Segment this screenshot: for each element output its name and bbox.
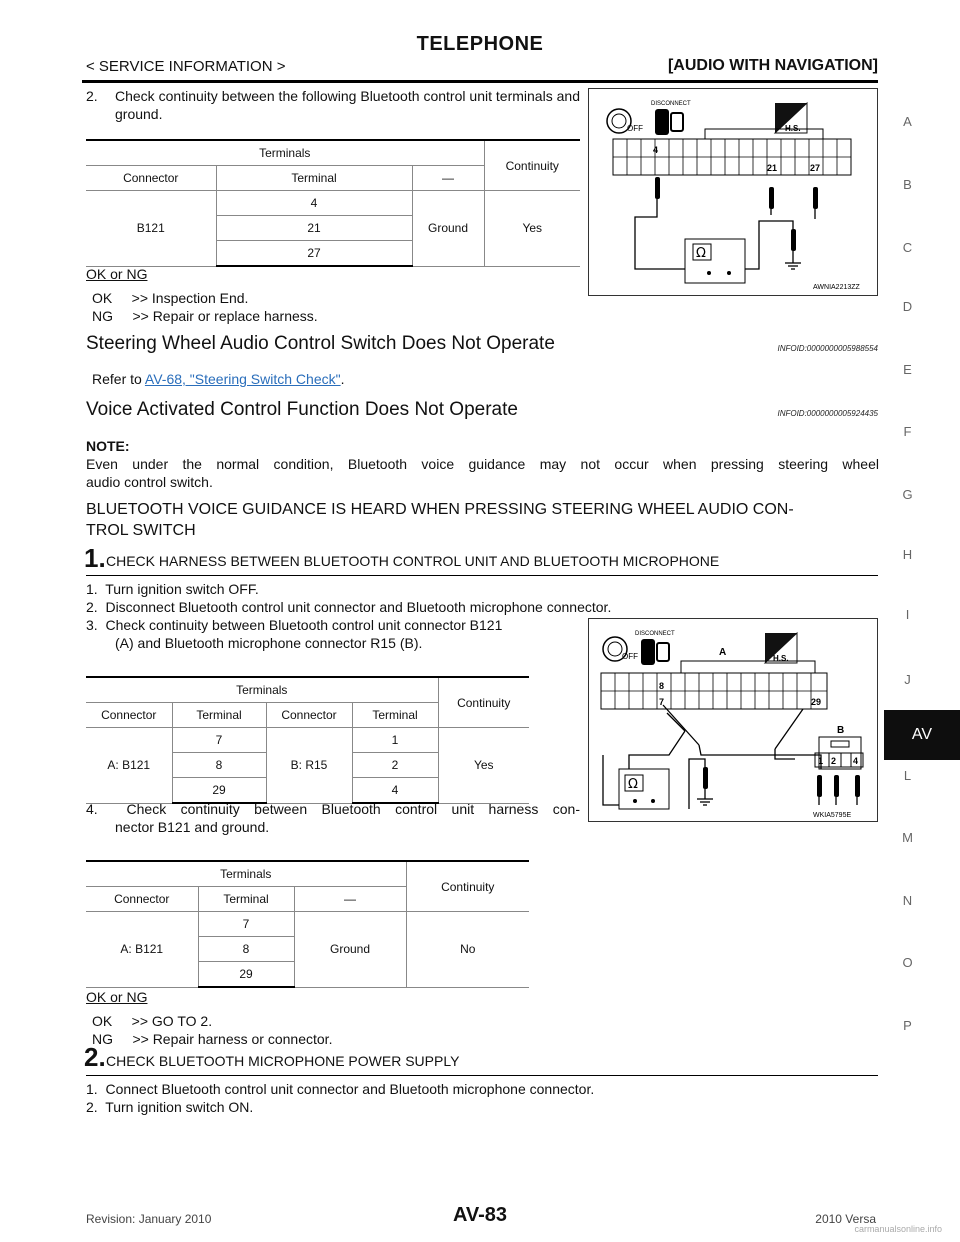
hs-label: H.S. — [785, 124, 801, 133]
step-item: nector B121 and ground. — [115, 819, 270, 835]
step-item: 3. Check continuity between Bluetooth control unit connector B121 — [86, 617, 503, 633]
figure-code: AWNIA2213ZZ — [813, 284, 860, 291]
continuity-table-3 — [86, 860, 529, 988]
ok-ng-label: OK or NG — [86, 989, 148, 1005]
cell-terminal: 27 — [216, 241, 412, 267]
cell-terminal: 4 — [216, 191, 412, 216]
item-text: Check continuity between the following Bluetooth control unit terminals and ground. — [115, 88, 580, 122]
th-continuity: Continuity — [406, 861, 529, 912]
cell-terminal-a: 8 — [172, 753, 266, 778]
cell-result: Yes — [438, 728, 529, 804]
ng-result: NG >> Repair or replace harness. — [92, 308, 318, 324]
wiring-figure-2 — [588, 618, 878, 822]
side-index-letter[interactable]: F — [903, 424, 912, 439]
cell-ground: Ground — [294, 912, 406, 988]
pin-label: 1 — [818, 756, 824, 766]
refer-line — [92, 370, 344, 388]
step-item: 2. Turn ignition switch ON. — [86, 1099, 254, 1115]
section-heading: Voice Activated Control Function Does Not Operate — [86, 399, 518, 420]
cell-terminal-b: 2 — [352, 753, 438, 778]
connector-b-label: B — [837, 725, 845, 736]
cell-connector: B121 — [86, 191, 216, 267]
cell-ground: Ground — [412, 191, 484, 267]
page-number: AV-83 — [452, 1204, 508, 1226]
ok-ng-label: OK or NG — [86, 266, 148, 282]
info-id: INFOID:0000000005988554 — [777, 344, 878, 353]
off-label: OFF — [627, 124, 643, 133]
cell-terminal-b: 1 — [352, 728, 438, 753]
cell-terminal: 7 — [198, 912, 294, 937]
side-index-letter[interactable]: C — [902, 240, 913, 255]
pin-label: 8 — [659, 681, 665, 691]
step-rule — [86, 575, 878, 576]
side-index-active-tab[interactable]: AV — [884, 710, 960, 760]
side-index-letter[interactable]: D — [902, 299, 913, 314]
note-text: Even under the normal condition, Bluetooth voice guidance may not occur when pressing steering wheel — [86, 456, 879, 472]
step-rule — [86, 1075, 878, 1076]
hs-label: H.S. — [773, 654, 789, 663]
th-continuity: Continuity — [484, 140, 580, 191]
pin-label: 7 — [659, 697, 665, 707]
side-index-letter[interactable]: A — [903, 114, 912, 129]
side-index-letter[interactable]: H — [902, 547, 913, 562]
th-terminals: Terminals — [86, 677, 438, 703]
connector-a-label: A — [719, 647, 727, 658]
revision-date: Revision: January 2010 — [86, 1212, 212, 1226]
step-item: 2. Disconnect Bluetooth control unit connector and Bluetooth microphone connector. — [86, 599, 612, 615]
th-terminal: Terminal — [172, 703, 266, 728]
step-title: CHECK HARNESS BETWEEN BLUETOOTH CONTROL UNIT AND BLUETOOTH MICROPHONE — [106, 553, 720, 569]
ohm-symbol: Ω — [628, 777, 638, 792]
wiring-figure-1 — [588, 88, 878, 296]
section-label: < SERVICE INFORMATION > — [86, 58, 286, 75]
model-name: 2010 Versa — [815, 1212, 876, 1226]
th-connector: Connector — [86, 166, 216, 191]
th-connector: Connector — [86, 887, 198, 912]
step-item: (A) and Bluetooth microphone connector R15 (B). — [115, 635, 423, 651]
figure-code: WKIA5795E — [813, 812, 852, 819]
continuity-table-1 — [86, 139, 580, 267]
side-index-letter[interactable]: E — [903, 362, 912, 377]
category-label: [AUDIO WITH NAVIGATION] — [667, 57, 878, 74]
symptom-heading: BLUETOOTH VOICE GUIDANCE IS HEARD WHEN PRESSING STEERING WHEEL AUDIO CON- — [86, 501, 794, 518]
side-index-letter[interactable]: O — [902, 955, 913, 970]
note-label: NOTE: — [86, 438, 130, 454]
cell-terminal-a: 29 — [172, 778, 266, 804]
watermark: carmanualsonline.info — [854, 1224, 942, 1234]
item-number: 2. — [86, 88, 98, 104]
section-heading: Steering Wheel Audio Control Switch Does Not Operate — [86, 333, 555, 354]
continuity-table-2 — [86, 676, 529, 804]
step-number: 1. — [84, 543, 106, 573]
side-index-letter[interactable]: B — [903, 177, 912, 192]
th-connector: Connector — [86, 703, 172, 728]
pin-label: 21 — [767, 163, 778, 173]
step-item: 4. Check continuity between Bluetooth control unit harness con- — [86, 801, 580, 817]
pin-label: 4 — [853, 756, 859, 766]
side-index-letter[interactable]: G — [902, 487, 913, 502]
side-index-letter[interactable]: M — [902, 830, 913, 845]
refer-link[interactable]: AV-68, "Steering Switch Check" — [144, 371, 341, 387]
disconnect-label: DISCONNECT — [651, 101, 691, 107]
cell-result: No — [406, 912, 529, 988]
th-terminals: Terminals — [86, 861, 406, 887]
disconnect-label: DISCONNECT — [635, 631, 675, 637]
side-index-letter[interactable]: N — [902, 893, 913, 908]
ng-result: NG >> Repair harness or connector. — [92, 1031, 333, 1047]
pin-label: 2 — [831, 756, 837, 766]
refer-prefix: Refer to — [92, 371, 145, 387]
th-continuity: Continuity — [438, 677, 529, 728]
step-title: CHECK BLUETOOTH MICROPHONE POWER SUPPLY — [106, 1053, 460, 1069]
pin-label: 27 — [810, 163, 821, 173]
wiring-diagram-2 — [589, 619, 877, 821]
side-index-letter[interactable]: L — [903, 768, 912, 783]
th-terminals: Terminals — [86, 140, 484, 166]
cell-connector: A: B121 — [86, 912, 198, 988]
refer-suffix: . — [340, 371, 345, 387]
cell-terminal: 21 — [216, 216, 412, 241]
step-item: 1. Turn ignition switch OFF. — [86, 581, 259, 597]
note-text: audio control switch. — [86, 474, 213, 490]
cell-terminal-b: 4 — [352, 778, 438, 804]
side-index-letter[interactable]: I — [905, 607, 910, 622]
cell-terminal: 8 — [198, 937, 294, 962]
ok-result: OK >> GO TO 2. — [92, 1013, 213, 1029]
wiring-diagram-1 — [589, 89, 877, 295]
step-item: 1. Connect Bluetooth control unit connector and Bluetooth microphone connector. — [86, 1081, 595, 1097]
th-dash: — — [412, 166, 484, 191]
ok-result: OK >> Inspection End. — [92, 290, 249, 306]
th-dash: — — [294, 887, 406, 912]
symptom-heading: TROL SWITCH — [86, 522, 196, 539]
th-terminal: Terminal — [352, 703, 438, 728]
th-terminal: Terminal — [198, 887, 294, 912]
page-title: TELEPHONE — [416, 33, 544, 55]
pin-label: 4 — [653, 145, 659, 155]
step-number: 2. — [84, 1042, 106, 1072]
header-rule — [82, 80, 878, 83]
th-terminal: Terminal — [216, 166, 412, 191]
cell-connector-a: A: B121 — [86, 728, 172, 804]
info-id: INFOID:0000000005924435 — [777, 409, 878, 418]
side-index-letter[interactable]: J — [904, 672, 911, 687]
cell-terminal-a: 7 — [172, 728, 266, 753]
pin-label: 29 — [811, 697, 822, 707]
cell-terminal: 29 — [198, 962, 294, 988]
off-label: OFF — [622, 652, 638, 661]
cell-result: Yes — [484, 191, 580, 267]
ohm-symbol: Ω — [696, 246, 706, 261]
cell-connector-b: B: R15 — [266, 728, 352, 804]
side-index-letter[interactable]: P — [903, 1018, 912, 1033]
th-connector: Connector — [266, 703, 352, 728]
